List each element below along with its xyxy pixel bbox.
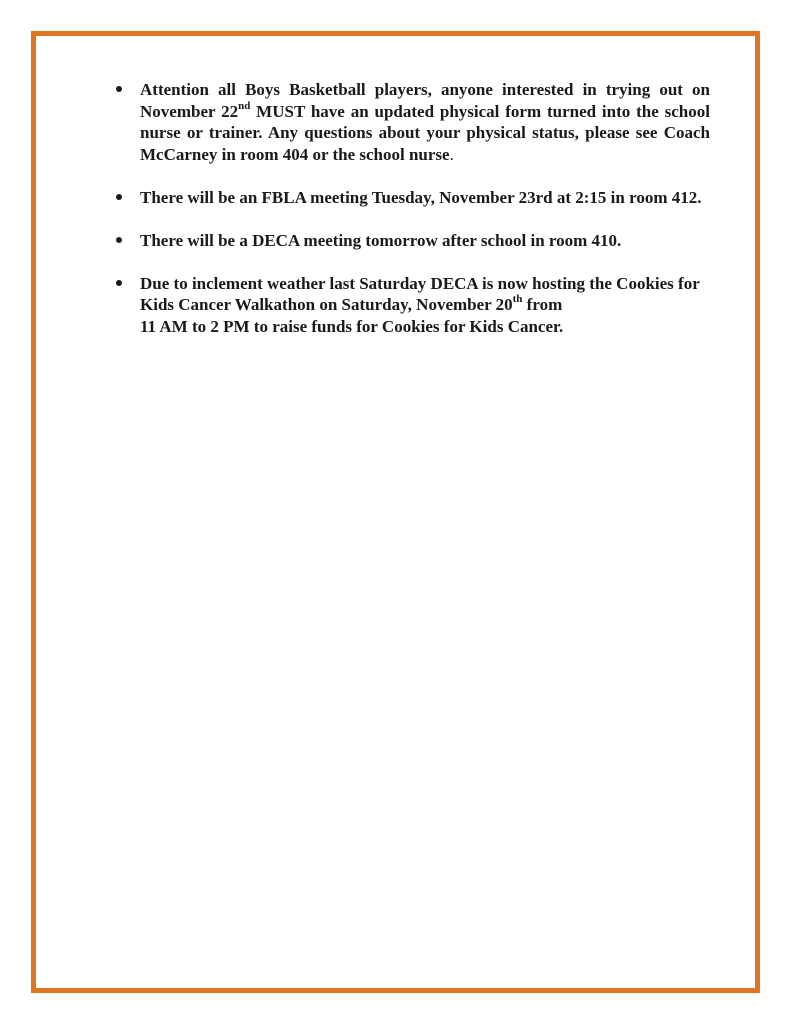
bullet-icon [116,237,122,243]
bullet-icon [116,280,122,286]
announcements-list [113,79,710,359]
ordinal-suffix: th [512,293,523,306]
announcement-fbla: There will be an FBLA meeting Tuesday, November 23rd at 2:15 in room 412. [140,187,702,207]
announcement-text: 11 AM to 2 PM to raise funds for Cookies for Kids Cancer. [140,316,564,336]
list-item [113,273,710,338]
list-item [113,187,710,209]
announcement-text: MUST have an updated physical form turned into the school nurse or trainer. Any questions about your physical status, please see Coach McCarney in room 404 or the school nurse [140,101,710,164]
bullet-icon [116,86,122,92]
announcement-walkathon [140,273,710,338]
announcement-text: from [522,295,563,314]
bullet-icon [116,194,122,200]
ordinal-suffix: nd [238,99,251,112]
announcement-text: Attention all Boys Basketball players, anyone interested in trying out on November 22 [140,80,710,121]
announcement-deca: There will be a DECA meeting tomorrow after school in room 410. [140,230,622,250]
list-item [113,230,710,252]
announcement-text: Due to inclement weather last Saturday DECA is now hosting the Cookies for Kids Cancer Walkathon on Saturday, November 20 [140,273,700,314]
list-item [113,79,710,165]
announcement-basketball [140,79,710,165]
announcement-period: . [449,144,454,164]
